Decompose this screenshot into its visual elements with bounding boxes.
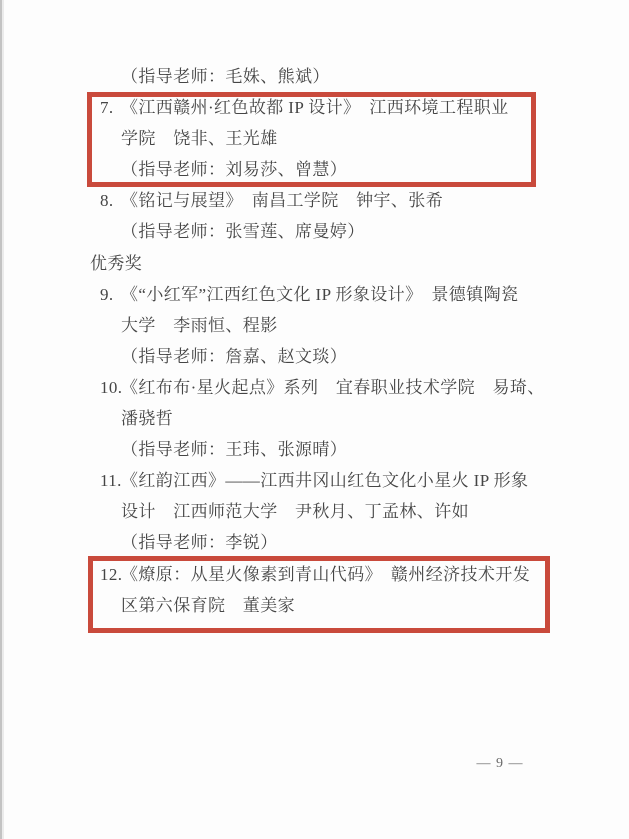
item-number: 11.: [100, 471, 122, 491]
line-text: 优秀奖: [90, 253, 143, 273]
line-text: 潘骁哲: [121, 409, 174, 429]
document-line-advisor: [0, 341, 629, 372]
line-text: 《“小红军”江西红色文化 IP 形象设计》 景德镇陶瓷: [121, 284, 519, 304]
line-text: 学院 饶非、王光雄: [121, 129, 278, 149]
document-line-advisor: [0, 216, 629, 247]
line-text: 区第六保育院 董美家: [121, 595, 295, 615]
line-text: （指导老师：詹嘉、赵文琰）: [121, 346, 348, 366]
page-number: — 9 —: [476, 756, 524, 771]
document-line-advisor: [0, 434, 629, 465]
document-line-advisor: [0, 527, 629, 558]
line-text: 《江西赣州·红色故都 IP 设计》 江西环境工程职业: [121, 98, 509, 118]
document-line-advisor: [0, 154, 629, 185]
document-line-item: [0, 559, 629, 590]
line-text: 大学 李雨恒、程影: [121, 315, 278, 335]
item-number: 9.: [100, 284, 114, 304]
document-line-cont: [0, 123, 629, 154]
document-line-item: [0, 372, 629, 403]
item-number: 8.: [100, 191, 114, 211]
line-text: （指导老师：刘易莎、曾慧）: [121, 160, 348, 180]
document-line-advisor: [0, 61, 629, 92]
line-text: （指导老师：李锐）: [121, 533, 278, 553]
item-number: 12.: [100, 564, 123, 584]
document-line-item: [0, 279, 629, 310]
document-line-cont: [0, 403, 629, 434]
document-line-item: [0, 465, 629, 496]
line-text: （指导老师：毛姝、熊斌）: [121, 67, 330, 86]
document-line-cont: [0, 590, 629, 621]
item-number: 10.: [100, 377, 123, 397]
award-category-heading: [0, 248, 629, 279]
line-text: 《红韵江西》——江西井冈山红色文化小星火 IP 形象: [121, 471, 529, 491]
document-lines: [0, 61, 629, 621]
line-text: 设计 江西师范大学 尹秋月、丁孟林、许如: [121, 502, 469, 522]
document-line-item: [0, 185, 629, 216]
line-text: 《燎原：从星火像素到青山代码》 赣州经济技术开发: [121, 564, 531, 584]
document-line-cont: [0, 496, 629, 527]
line-text: （指导老师：王玮、张源晴）: [121, 440, 348, 460]
line-text: 《铭记与展望》 南昌工学院 钟宇、张希: [121, 191, 444, 211]
item-number: 7.: [100, 98, 114, 118]
line-text: 《红布布·星火起点》系列 宜春职业技术学院 易琦、: [121, 377, 545, 397]
document-line-item: [0, 92, 629, 123]
document-line-cont: [0, 310, 629, 341]
line-text: （指导老师：张雪莲、席曼婷）: [121, 222, 365, 242]
